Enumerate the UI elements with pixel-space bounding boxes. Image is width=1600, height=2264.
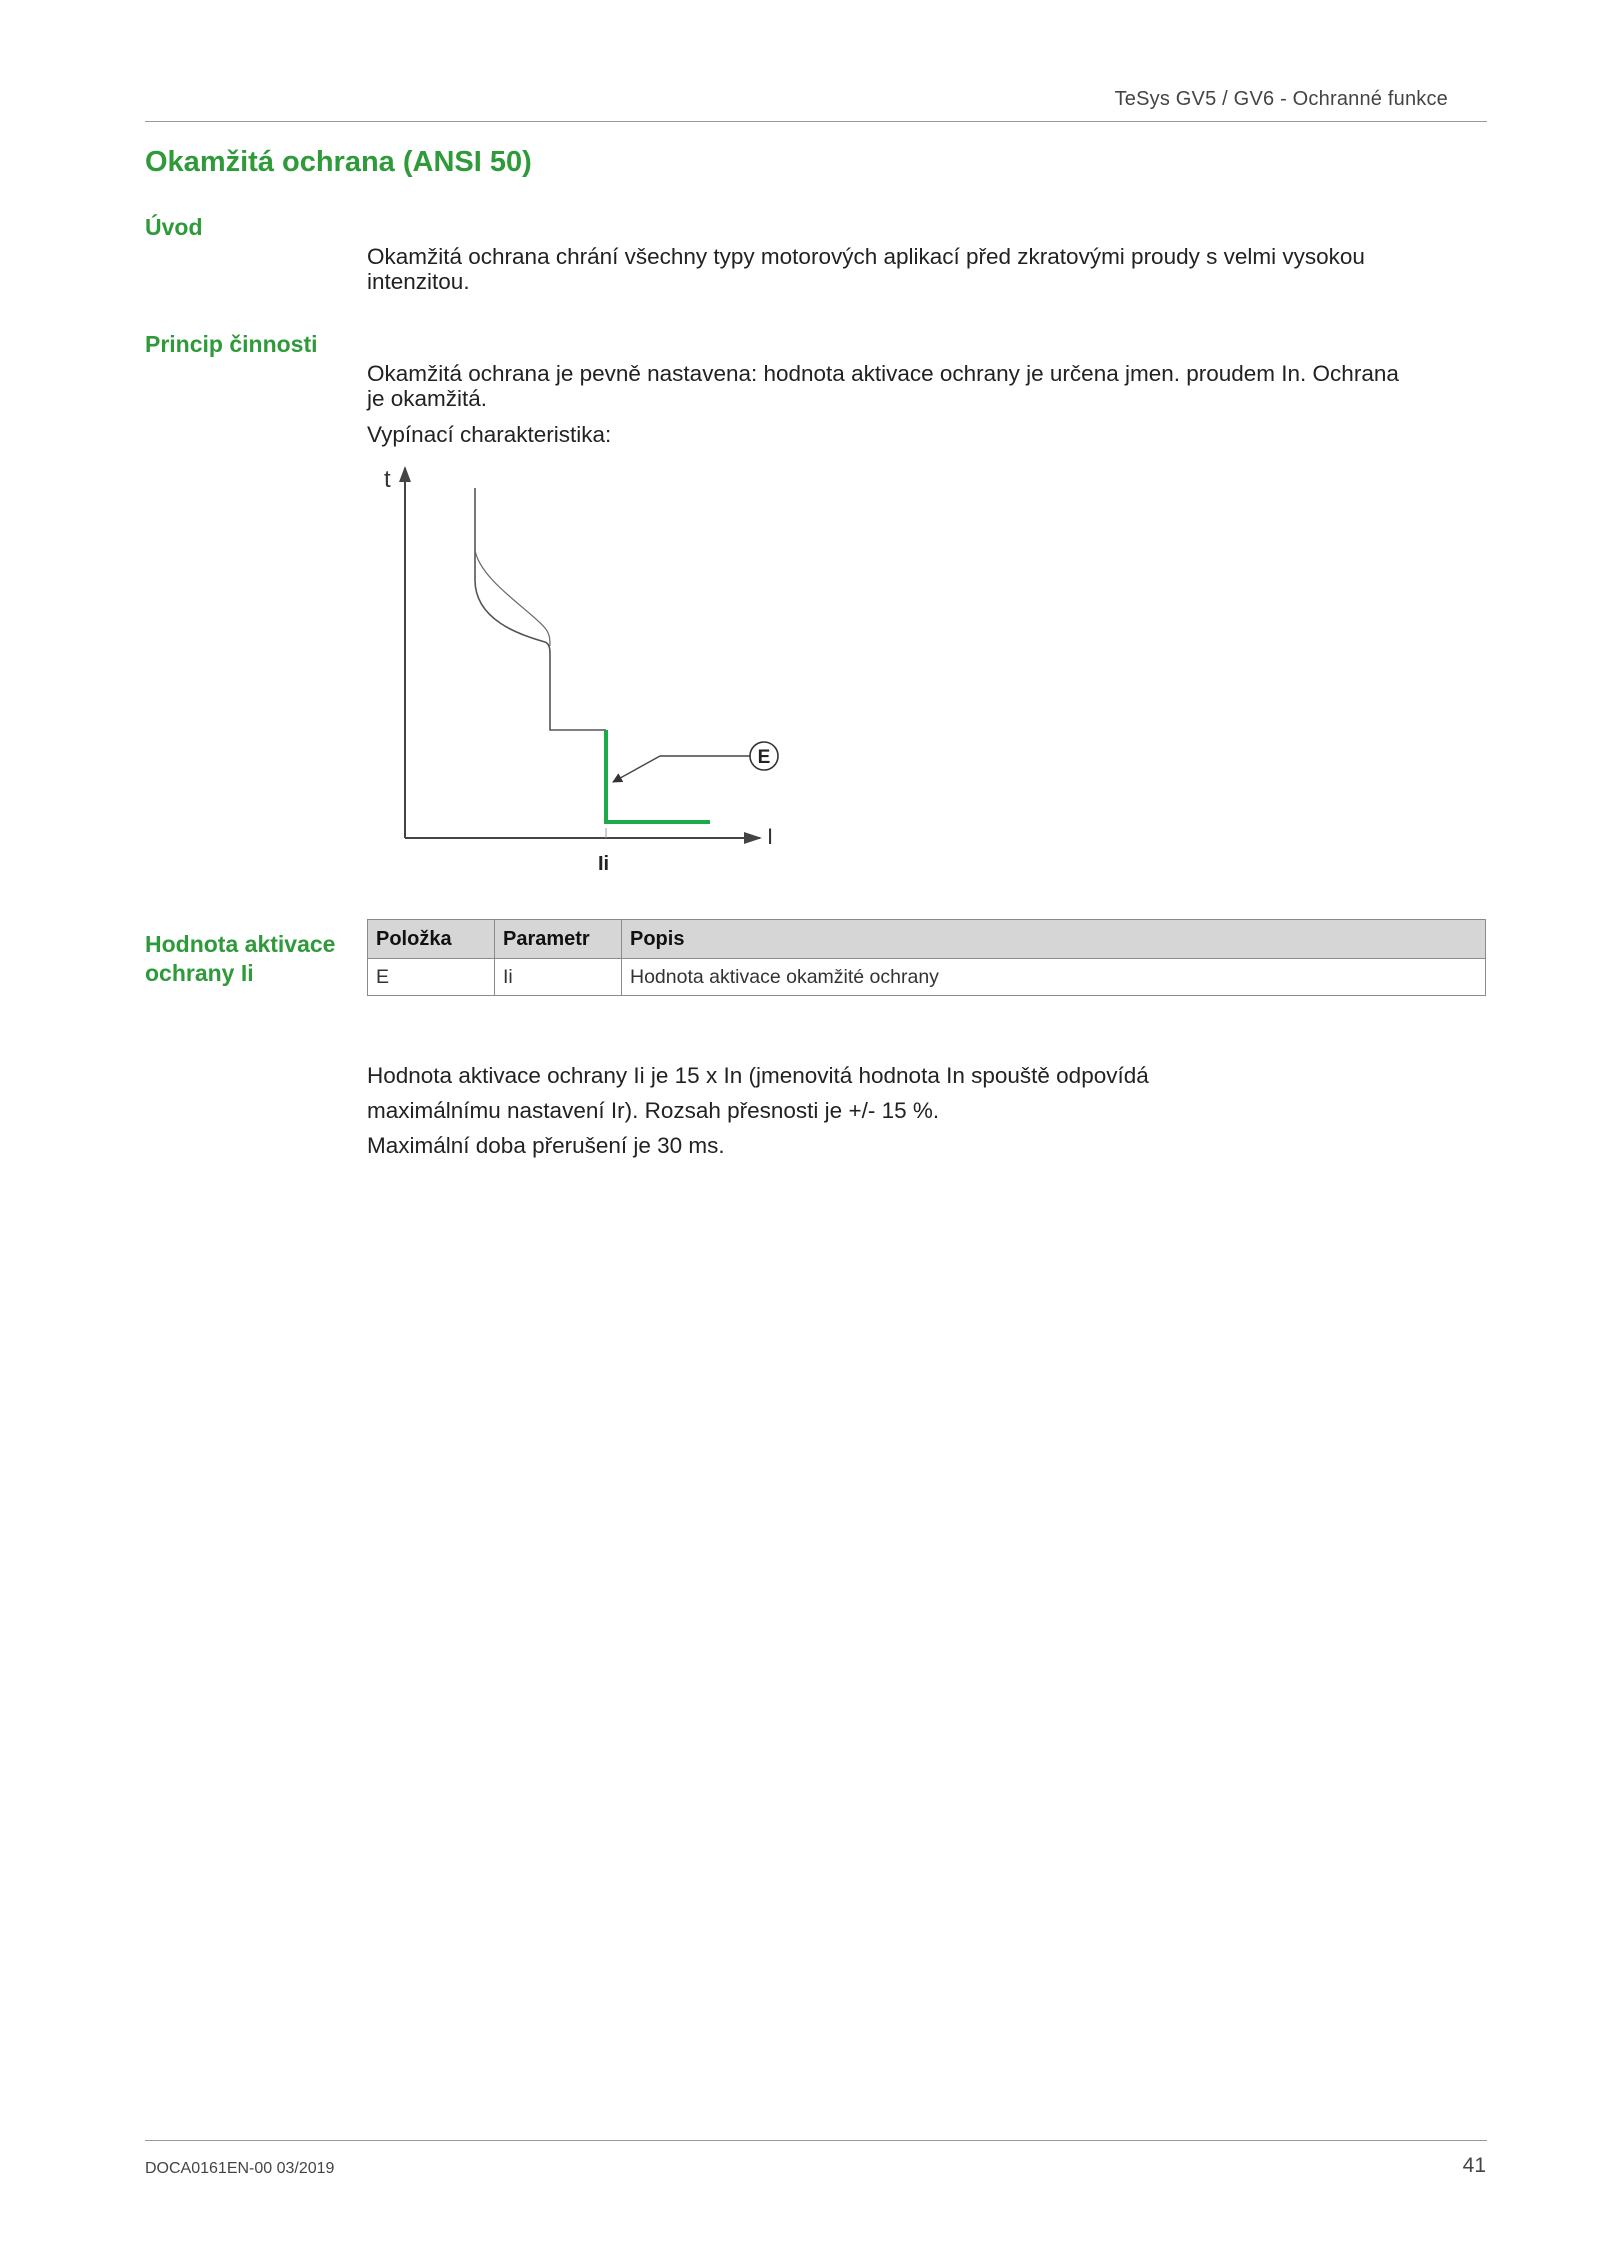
footer-divider [145,2140,1487,2141]
trip-characteristic-diagram [370,460,810,880]
y-axis-label: t [384,466,391,493]
instantaneous-protection-curve [606,730,710,822]
note-line-3: Maximální doba přerušení je 30 ms. [367,1133,725,1158]
chart-caption: Vypínací charakteristika: [367,422,612,447]
callout-label: E [757,747,771,768]
page-number: 41 [1462,2154,1486,2177]
trip-curve-upper [475,550,550,646]
document-code: DOCA0161EN-00 03/2019 [145,2160,335,2177]
activation-notes [367,1058,1487,1163]
cell-item: E [368,959,495,996]
note-line-2: maximálnímu nastavení Ir). Rozsah přesnosti je +/- 15 %. [367,1098,940,1123]
intro-line-1: Okamžitá ochrana chrání všechny typy motorových aplikací před zkratovými proudy s velmi vysokou [367,244,1365,269]
page-title: Okamžitá ochrana (ANSI 50) [145,146,532,178]
table-row [368,959,1486,996]
column-header-item: Položka [368,920,495,959]
x-axis-label: I [767,824,774,849]
intro-text [367,244,1487,294]
running-header: TeSys GV5 / GV6 - Ochranné funkce [1114,88,1448,110]
principle-text [367,361,1487,411]
cell-description: Hodnota aktivace okamžité ochrany [622,959,1486,996]
trip-curve-lower [475,488,606,730]
column-header-description: Popis [622,920,1486,959]
table-header-row [368,920,1486,959]
principle-line-1: Okamžitá ochrana je pevně nastavena: hodnota aktivace ochrany je určena jmen. proudem In. Ochrana [367,361,1399,386]
intro-line-2: intenzitou. [367,269,470,294]
x-axis-arrow [744,832,762,844]
intro-label: Úvod [145,214,203,240]
cell-parameter: Ii [495,959,622,996]
activation-label-line-1: Hodnota aktivace [145,931,336,957]
parameter-table [367,919,1486,996]
y-axis-arrow [399,466,411,482]
activation-label [145,930,335,988]
ii-marker-label: Ii [598,853,610,875]
note-line-1: Hodnota aktivace ochrany Ii je 15 x In (jmenovitá hodnota In spouště odpovídá [367,1063,1149,1088]
callout-arrow [613,756,660,782]
principle-line-2: je okamžitá. [367,386,488,411]
principle-label: Princip činnosti [145,331,318,357]
column-header-parameter: Parametr [495,920,622,959]
header-divider [145,121,1487,122]
activation-label-line-2: ochrany Ii [145,960,254,986]
